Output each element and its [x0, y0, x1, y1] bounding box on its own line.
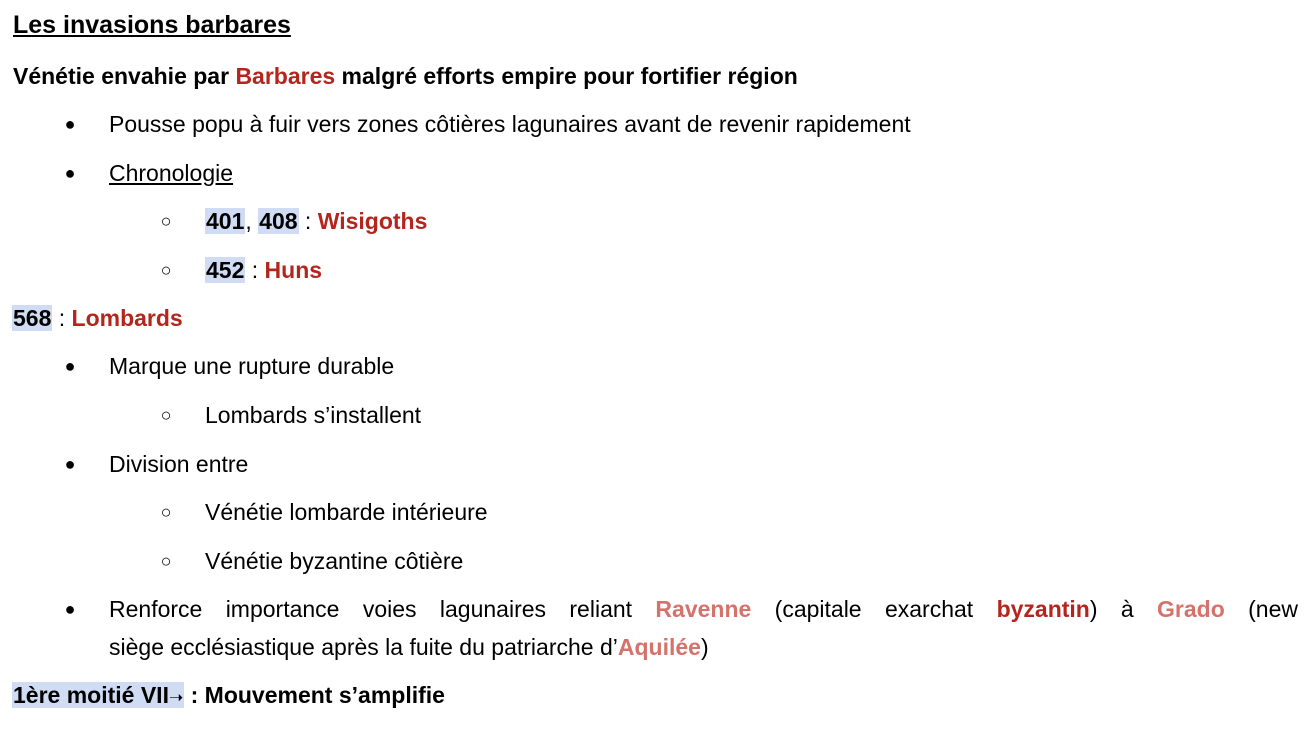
- word-byzantin: byzantin: [996, 596, 1090, 622]
- place-aquilee: Aquilée: [617, 634, 701, 660]
- bullet-disc-icon: ●: [64, 163, 76, 183]
- separator: :: [298, 208, 318, 234]
- people-wisigoths: Wisigoths: [317, 208, 428, 234]
- bullet-disc-icon: ●: [64, 454, 76, 474]
- item-text: Marque une rupture durable: [109, 353, 395, 379]
- lombards-line: [13, 303, 1316, 333]
- year-401: 401: [206, 208, 245, 234]
- bullet-circle-icon: ○: [160, 260, 172, 280]
- item-text: Division entre: [109, 451, 249, 477]
- document: Les invasions barbares Vénétie envahie par Barbares malgré efforts empire pour fortifier région ● Pousse popu à fuir vers zones côtières lagunaires avant de revenir rapidement ● Chronologie ○ 401, 408 : Wisigoths ○ 452 : Huns 568 : Lombards ● Marque une rupture durable ○ Lombards s’installent ● Division entre ○ Vénétie lombarde intérieure ○ Vénétie byzantine côtière ● Renforce importance voies lagunaires reliant Ravenne (capitale exarchat byzantin) à Grado (new siège ecclésiastique après la fuite du patriarche d’Aquilée) 1ère moitié VII➝ : Mouvement s’amplifie: [0, 0, 1316, 730]
- intro-barbares: Barbares: [235, 63, 336, 89]
- item-text: Vénétie lombarde intérieure: [205, 499, 488, 525]
- bullet-circle-icon: ○: [160, 211, 172, 231]
- intro-after: malgré efforts empire pour fortifier région: [335, 63, 798, 89]
- year-568: 568: [13, 305, 52, 331]
- footer-rest: : Mouvement s’amplifie: [184, 682, 445, 708]
- footer-line: [13, 680, 1316, 713]
- place-grado: Grado: [1157, 596, 1225, 622]
- place-ravenne: Ravenne: [655, 596, 752, 622]
- page-title: Les invasions barbares: [13, 11, 291, 39]
- bullet-disc-icon: ●: [64, 599, 76, 619]
- comma: ,: [245, 208, 259, 234]
- item-text: Vénétie byzantine côtière: [205, 548, 464, 574]
- item-text-renforce-line1: Renforce importance voies lagunaires reliant Ravenne (capitale exarchat byzantin) à Grado (new: [109, 596, 1299, 622]
- item-text: Lombards s’installent: [205, 402, 422, 428]
- bullet-circle-icon: ○: [160, 551, 172, 571]
- year-452: 452: [206, 257, 245, 283]
- item-text-chronologie: Chronologie: [109, 160, 234, 186]
- bullet-disc-icon: ●: [64, 114, 76, 134]
- arrow-right-icon: ➝: [168, 688, 184, 707]
- separator: :: [245, 257, 265, 283]
- year-408: 408: [259, 208, 298, 234]
- item-text: Pousse popu à fuir vers zones côtières lagunaires avant de revenir rapidement: [109, 111, 911, 137]
- bullet-circle-icon: ○: [160, 502, 172, 522]
- separator: :: [52, 305, 72, 331]
- intro-before: Vénétie envahie par: [13, 63, 236, 89]
- period-highlight: 1ère moitié VII➝: [13, 682, 184, 708]
- bullet-circle-icon: ○: [160, 405, 172, 425]
- heading-line: [13, 10, 1316, 40]
- bullet-disc-icon: ●: [64, 356, 76, 376]
- people-huns: Huns: [264, 257, 323, 283]
- intro-line: [13, 61, 1316, 91]
- people-lombards: Lombards: [71, 305, 183, 331]
